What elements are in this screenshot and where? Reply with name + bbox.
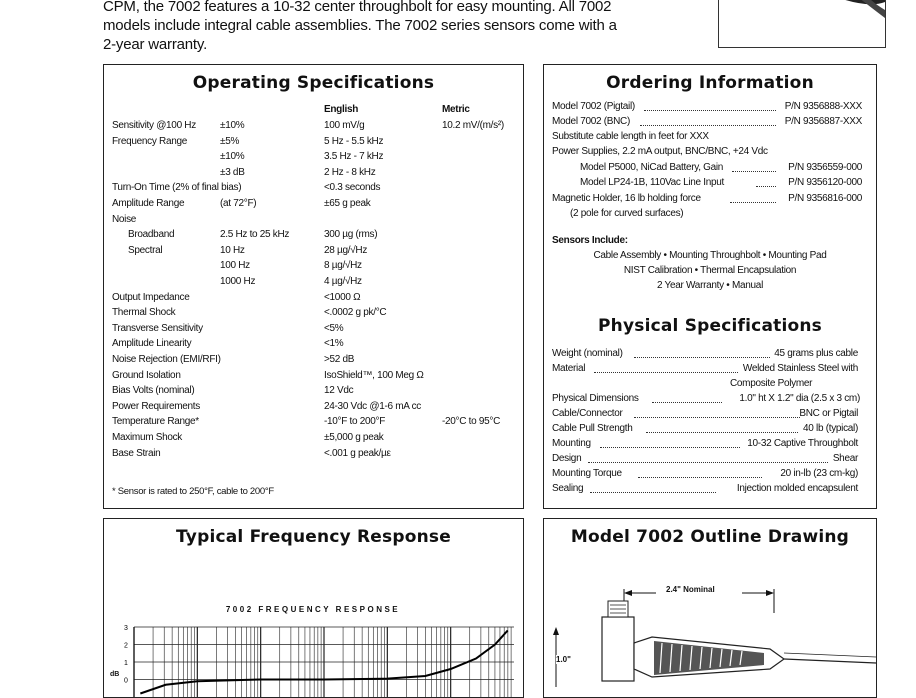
op-row-label: Base Strain <box>112 447 161 459</box>
phys-material-value: Welded Stainless Steel with <box>742 363 858 374</box>
op-row-condition: (at 72°F) <box>220 198 257 209</box>
operating-footnote: * Sensor is rated to 250°F, cable to 200°F <box>112 486 274 497</box>
phys-material-value2: Composite Polymer <box>730 378 813 389</box>
sensor-photo <box>718 0 886 48</box>
op-row-label: Maximum Shock <box>112 432 183 443</box>
op-row-label: Sensitivity @100 Hz <box>112 120 196 131</box>
op-row-label: Thermal Shock <box>112 307 176 319</box>
frequency-response-panel <box>103 518 524 698</box>
op-row-condition: 100 Hz <box>220 260 250 272</box>
ordering-title: Ordering Information <box>606 73 814 93</box>
phys-design-label: Design <box>552 453 582 464</box>
order-p5000-pn: P/N 9356559-000 <box>788 162 862 173</box>
op-row-english: 5 Hz - 5.5 kHz <box>324 135 384 147</box>
freq-title: Typical Frequency Response <box>176 527 451 547</box>
phys-row-weight <box>552 348 870 359</box>
phys-sealing-value: Injection molded encapsulent <box>736 483 858 494</box>
physical-title: Physical Specifications <box>598 316 822 336</box>
op-row-english: ±65 g peak <box>324 198 371 209</box>
phys-mounting-label: Mounting <box>552 438 591 449</box>
sensors-include-line: 2 Year Warranty • Manual <box>657 280 763 291</box>
order-bnc-pn: P/N 9356887-XXX <box>784 116 862 127</box>
phys-row-design <box>552 453 870 464</box>
op-row-english: 2 Hz - 8 kHz <box>324 166 376 178</box>
op-row-label: Noise Rejection (EMI/RFI) <box>112 354 221 365</box>
op-row-condition: ±10% <box>220 151 245 163</box>
op-row-english: <1% <box>324 338 344 350</box>
order-holder-label: Magnetic Holder, 16 lb holding force <box>552 193 701 204</box>
operating-specifications-panel <box>103 64 524 509</box>
order-row-bnc <box>552 116 870 127</box>
op-row-condition: ±3 dB <box>220 166 245 178</box>
order-row-p5000 <box>580 162 870 173</box>
phys-mounting-value: 10-32 Captive Throughbolt <box>747 438 858 449</box>
col-metric: Metric <box>442 104 470 115</box>
phys-pull-label: Cable Pull Strength <box>552 423 633 434</box>
col-english: English <box>324 104 359 115</box>
op-row-english: 12 Vdc <box>324 385 354 397</box>
op-row-english: 100 mV/g <box>324 120 365 131</box>
intro-paragraph <box>103 0 703 54</box>
phys-weight-label: Weight (nominal) <box>552 348 623 359</box>
phys-weight-value: 45 grams plus cable <box>774 348 858 359</box>
op-row-label: Amplitude Linearity <box>112 338 192 350</box>
op-row-metric: -20°C to 95°C <box>442 416 501 428</box>
op-row-english: -10°F to 200°F <box>324 416 386 428</box>
outline-title: Model 7002 Outline Drawing <box>570 527 850 547</box>
phys-dimensions-label: Physical Dimensions <box>552 393 639 404</box>
phys-row-torque <box>552 468 870 479</box>
order-pigtail-label: Model 7002 (Pigtail) <box>552 101 635 112</box>
order-power-supplies: Power Supplies, 2.2 mA output, BNC/BNC, +24 Vdc <box>552 146 768 157</box>
op-row-label: Power Requirements <box>112 400 200 412</box>
intro-line: 2-year warranty. <box>103 36 208 53</box>
op-row-condition: 10 Hz <box>220 244 245 256</box>
op-row-english: <0.3 seconds <box>324 182 381 194</box>
phys-sealing-label: Sealing <box>552 483 584 494</box>
chart-y-label: dB <box>110 671 120 678</box>
sensors-include-title: Sensors Include: <box>552 235 628 246</box>
sensors-include-line: NIST Calibration • Thermal Encapsulation <box>623 265 797 276</box>
order-pigtail-pn: P/N 9356888-XXX <box>784 101 862 112</box>
op-row-english: ±5,000 g peak <box>324 432 384 443</box>
phys-row-pull <box>552 423 870 434</box>
op-row-label: Amplitude Range <box>112 198 185 209</box>
phys-row-sealing <box>552 483 870 494</box>
op-row-condition: 1000 Hz <box>220 276 256 287</box>
sensor-photo-image <box>719 0 885 47</box>
op-row-english: 8 µg/√Hz <box>324 260 362 272</box>
phys-connector-value: BNC or Pigtail <box>799 408 858 419</box>
op-row-english: 4 µg/√Hz <box>324 276 362 287</box>
phys-row-mounting <box>552 438 870 449</box>
op-row-english: >52 dB <box>324 354 355 365</box>
order-holder-pn: P/N 9356816-000 <box>788 193 862 204</box>
phys-connector-label: Cable/Connector <box>552 408 623 419</box>
op-row-condition: 2.5 Hz to 25 kHz <box>220 229 290 241</box>
order-lp24-pn: P/N 9356120-000 <box>788 177 862 188</box>
op-row-english: <.001 g peak/µε <box>324 447 391 459</box>
op-row-label: Broadband <box>128 229 175 241</box>
order-holder-note: (2 pole for curved surfaces) <box>570 208 684 219</box>
frequency-chart <box>104 617 522 697</box>
y-tick-label: 0 <box>124 677 128 685</box>
op-row-label: Frequency Range <box>112 135 187 147</box>
op-row-english: IsoShield™, 100 Meg Ω <box>324 369 424 381</box>
op-row-label: Temperature Range* <box>112 416 199 428</box>
phys-row-connector <box>552 408 870 419</box>
phys-material-label: Material <box>552 363 586 374</box>
op-row-condition: ±5% <box>220 135 240 147</box>
order-lp24-label: Model LP24-1B, 110Vac Line Input <box>580 177 725 188</box>
phys-design-value: Shear <box>832 453 858 464</box>
op-row-english: 28 µg/√Hz <box>324 244 368 256</box>
op-row-condition: ±10% <box>220 120 245 131</box>
y-tick-label: 1 <box>124 660 128 667</box>
order-row-holder <box>552 193 870 204</box>
op-row-label: Ground Isolation <box>112 369 181 381</box>
op-row-label: Transverse Sensitivity <box>112 322 203 334</box>
ordering-information-panel <box>543 64 877 509</box>
y-tick-label: 3 <box>124 625 128 632</box>
op-row-english: 3.5 Hz - 7 kHz <box>324 151 384 163</box>
op-row-english: 24-30 Vdc @1-6 mA cc <box>324 400 421 412</box>
op-row-label: Turn-On Time (2% of final bias) <box>112 182 242 194</box>
intro-line: CPM, the 7002 features a 10-32 center throughbolt for easy mounting. All 7002 <box>103 0 612 15</box>
phys-torque-value: 20 in-lb (23 cm-kg) <box>780 468 858 479</box>
order-bnc-label: Model 7002 (BNC) <box>552 116 631 127</box>
order-substitute: Substitute cable length in feet for XXX <box>552 131 709 142</box>
phys-dimensions-value: 1.0" ht X 1.2" dia (2.5 x 3 cm) <box>739 393 860 404</box>
phys-row-dimensions <box>552 393 870 404</box>
op-row-english: 300 µg (rms) <box>324 229 378 241</box>
op-row-label: Bias Volts (nominal) <box>112 385 195 397</box>
sensors-include-line: Cable Assembly • Mounting Throughbolt • Mounting Pad <box>593 250 827 261</box>
y-tick-label: 2 <box>124 642 128 650</box>
op-row-english: <1000 Ω <box>324 291 361 303</box>
phys-pull-value: 40 lb (typical) <box>803 423 858 434</box>
outline-height-label: 1.0" <box>556 655 571 664</box>
outline-width-label: 2.4" Nominal <box>666 585 715 594</box>
order-row-lp24 <box>580 177 870 188</box>
op-row-metric: 10.2 mV/(m/s²) <box>442 120 504 131</box>
phys-row-material <box>552 363 870 374</box>
chart-title: 7002 FREQUENCY RESPONSE <box>225 605 401 614</box>
order-p5000-label: Model P5000, NiCad Battery, Gain <box>580 162 724 173</box>
op-row-label: Output Impedance <box>112 291 190 303</box>
intro-line: models include integral cable assemblies. The 7002 series sensors come with a <box>103 17 617 34</box>
op-row-label: Spectral <box>128 244 163 256</box>
op-row-english: <5% <box>324 322 344 334</box>
op-row-label: Noise <box>112 213 137 225</box>
phys-torque-label: Mounting Torque <box>552 468 622 479</box>
operating-title: Operating Specifications <box>192 73 435 93</box>
op-row-english: <.0002 g pk/°C <box>324 307 387 319</box>
outline-drawing-panel <box>543 518 877 698</box>
order-row-pigtail <box>552 101 870 112</box>
